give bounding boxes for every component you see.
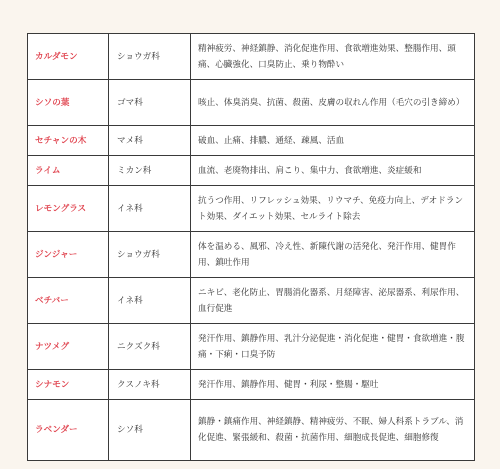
herb-family: ミカン科 (109, 156, 191, 186)
herb-effects: 血流、老廃物排出、肩こり、集中力、食欲増進、炎症緩和 (191, 156, 475, 186)
table-row (28, 370, 475, 400)
herb-effects: 破血、止痛、排膿、通経、疎風、活血 (191, 126, 475, 156)
table-row (28, 34, 475, 80)
table-row (28, 400, 475, 461)
herb-table-container (27, 33, 474, 461)
herb-family: シソ科 (109, 400, 191, 461)
herb-effects: 発汗作用、鎮静作用、乳汁分泌促進・消化促進・健胃・食欲増進・腹痛・下痢・口臭予防 (191, 324, 475, 370)
herb-family: ショウガ科 (109, 34, 191, 80)
herb-family: ニクズク科 (109, 324, 191, 370)
herb-effects: 鎮静・鎮痛作用、神経鎮静、精神疲労、不眠、婦人科系トラブル、消化促進、緊張緩和、殺菌・抗菌作用、細胞成長促進、細胞修復 (191, 400, 475, 461)
herb-name: レモングラス (28, 186, 109, 232)
herb-family: クスノキ科 (109, 370, 191, 400)
herb-effects: 抗うつ作用、リフレッシュ効果、リウマチ、免疫力向上、デオドラント効果、ダイエット効果、セルライト除去 (191, 186, 475, 232)
table-row (28, 232, 475, 278)
table-row (28, 278, 475, 324)
herb-table (27, 33, 475, 461)
table-row (28, 80, 475, 126)
herb-family: ゴマ科 (109, 80, 191, 126)
herb-name: ジンジャー (28, 232, 109, 278)
herb-family: マメ科 (109, 126, 191, 156)
herb-effects: 体を温める、風邪、冷え性、新陳代謝の活発化、発汗作用、健胃作用、鎮吐作用 (191, 232, 475, 278)
herb-effects: 精神疲労、神経鎮静、消化促進作用、食欲増進効果、整腸作用、頭痛、心臓強化、口臭防止、乗り物酔い (191, 34, 475, 80)
herb-family: ショウガ科 (109, 232, 191, 278)
table-row (28, 156, 475, 186)
herb-family: イネ科 (109, 278, 191, 324)
herb-effects: ニキビ、老化防止、胃腸消化器系、月経障害、泌尿器系、利尿作用、血行促進 (191, 278, 475, 324)
herb-name: シナモン (28, 370, 109, 400)
herb-name: ベチバー (28, 278, 109, 324)
herb-name: カルダモン (28, 34, 109, 80)
table-row (28, 186, 475, 232)
herb-name: ライム (28, 156, 109, 186)
herb-effects: 発汗作用、鎮静作用、健胃・利尿・整腸・駆吐 (191, 370, 475, 400)
herb-name: ラベンダー (28, 400, 109, 461)
herb-family: イネ科 (109, 186, 191, 232)
herb-name: ナツメグ (28, 324, 109, 370)
herb-name: セチャンの木 (28, 126, 109, 156)
herb-effects: 咳止、体臭消臭、抗菌、殺菌、皮膚の収れん作用（毛穴の引き締め） (191, 80, 475, 126)
table-row (28, 126, 475, 156)
herb-name: シソの葉 (28, 80, 109, 126)
table-row (28, 324, 475, 370)
